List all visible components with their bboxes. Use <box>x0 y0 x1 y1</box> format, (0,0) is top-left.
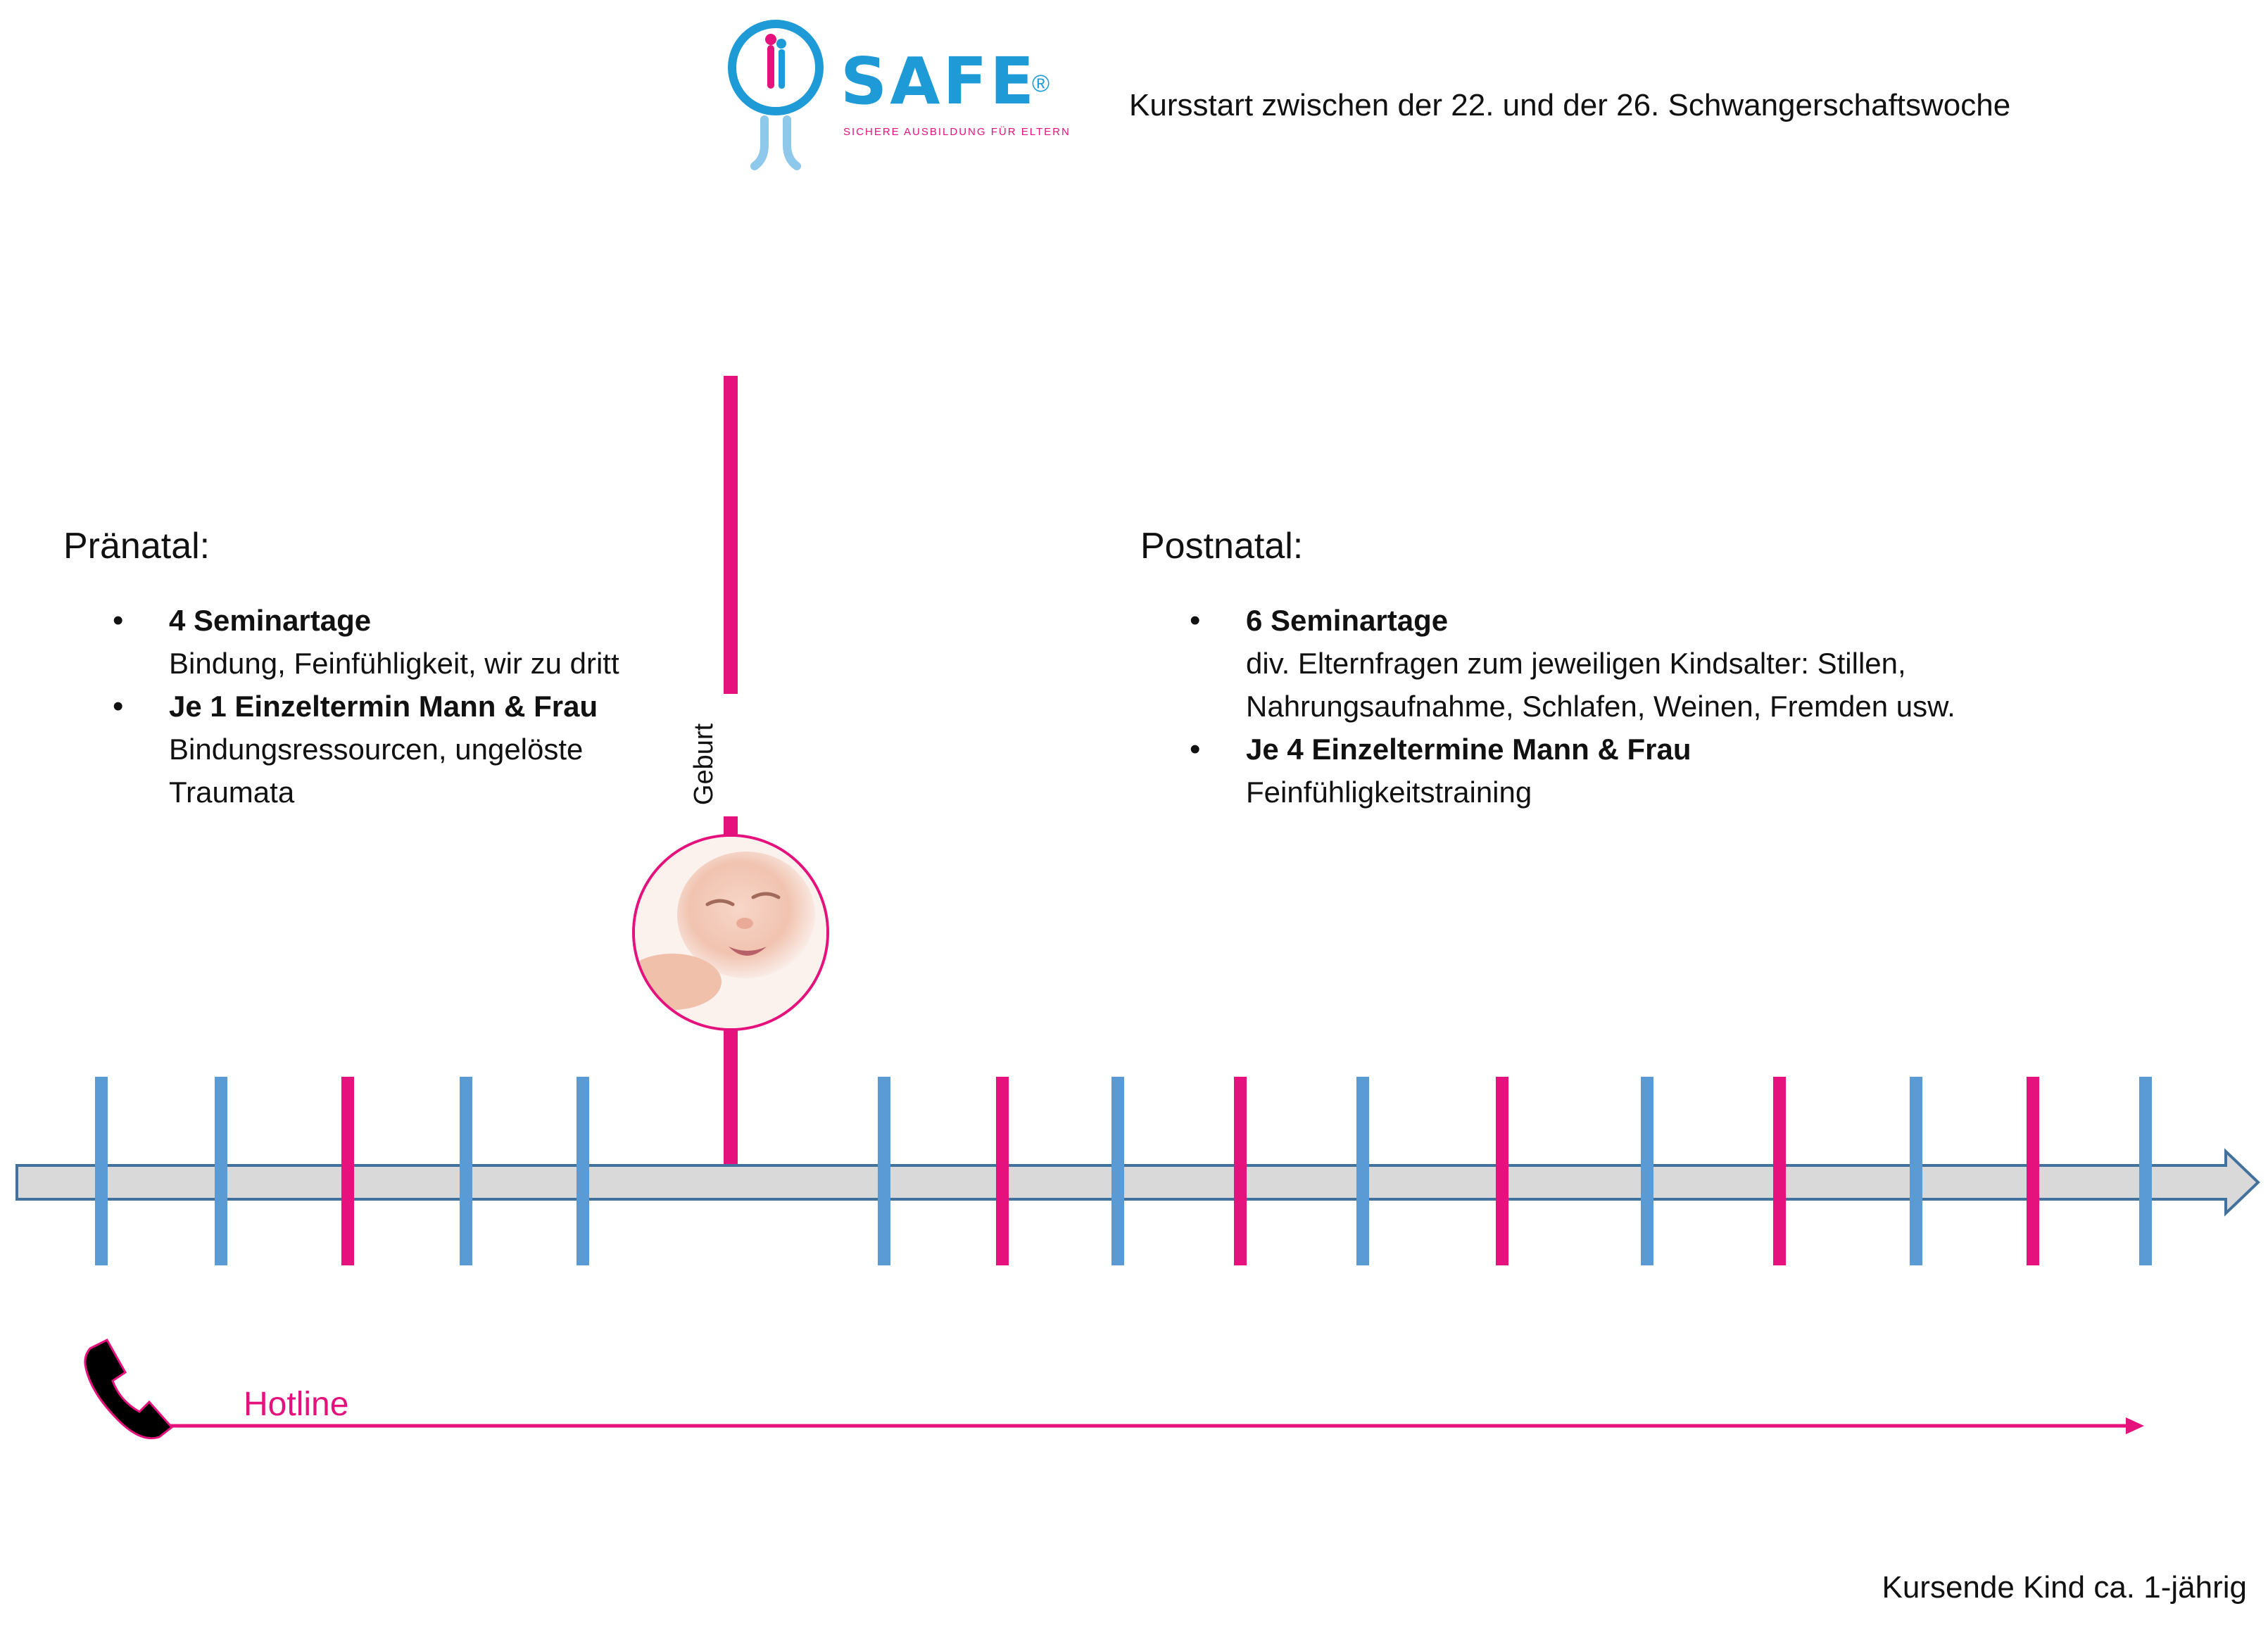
postnatal-item-title: • Je 4 Einzeltermine Mann & Frau <box>1246 733 1691 766</box>
postnatal-title: Postnatal: <box>1140 526 1304 567</box>
hotline-label: Hotline <box>244 1386 349 1423</box>
prenatal-item-title: • 4 Seminartage <box>169 604 372 638</box>
safe-logo-tagline: SICHERE AUSBILDUNG FÜR ELTERN <box>843 126 1071 138</box>
postnatal-item-title: • 6 Seminartage <box>1246 604 1449 638</box>
postnatal-item <box>1140 728 2140 814</box>
safe-logo-wordmark: SAFE <box>840 44 1038 119</box>
postnatal-item <box>1140 599 2140 728</box>
postnatal-section <box>1140 526 2140 814</box>
course-end-text: Kursende Kind ca. 1-jährig <box>1882 1570 2247 1605</box>
prenatal-list <box>63 599 1063 814</box>
prenatal-item-title: • Je 1 Einzeltermin Mann & Frau <box>169 690 598 723</box>
prenatal-item-detail: Bindungsressourcen, ungelöste Traumata <box>169 733 584 809</box>
hotline-arrow-head <box>2126 1417 2144 1434</box>
postnatal-item-detail: Feinfühligkeitstraining <box>1246 776 1532 809</box>
registered-mark: ® <box>1032 70 1050 97</box>
newborn-baby-photo-icon <box>623 834 829 1031</box>
prenatal-item <box>63 599 1063 685</box>
course-start-text: Kursstart zwischen der 22. und der 26. Schwangerschaftswoche <box>1129 88 2011 122</box>
postnatal-list <box>1140 599 2140 814</box>
prenatal-title: Pränatal: <box>63 526 210 567</box>
phone-icon <box>85 1340 172 1438</box>
prenatal-item-detail: Bindung, Feinfühligkeit, wir zu dritt <box>169 647 619 681</box>
postnatal-item-detail: div. Elternfragen zum jeweiligen Kindsalter: Stillen, Nahrungsaufnahme, Schlafen, Weinen, Fremden usw. <box>1246 647 1955 723</box>
prenatal-section <box>63 526 1063 814</box>
prenatal-item <box>63 685 1063 814</box>
birth-label: Geburt <box>689 723 719 806</box>
safe-logo-icon <box>732 24 819 166</box>
